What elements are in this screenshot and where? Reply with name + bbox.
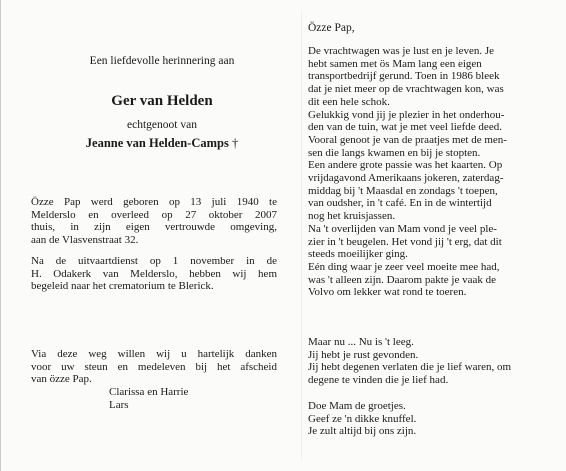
farewell-line: Jij hebt je rust gevonden. — [308, 348, 419, 361]
tribute-line: zier in 't beugelen. Het vond jij 't erg, dat dit — [308, 235, 502, 248]
right-panel — [308, 0, 562, 471]
cross-symbol: † — [231, 136, 239, 150]
farewell-paragraph — [308, 336, 554, 387]
tribute-line: middag bij 't Maasdal en zondags 't toepen, — [308, 184, 498, 197]
tribute-paragraph — [308, 45, 554, 299]
bio-paragraph — [31, 196, 277, 247]
thanks-line: voor uw steun en medeleven bij het afscheid — [31, 360, 277, 373]
tribute-line: van oudsher, in 't café. En in de wintertijd — [308, 197, 492, 210]
thanks-line: van özze Pap. — [31, 373, 92, 386]
tribute-line: Na 't overlijden van Mam vond je veel ple- — [308, 222, 497, 235]
intro-line: Een liefdevolle herinnering aan — [89, 55, 235, 67]
bio-line: Melderslo en overleed op 27 oktober 2007 — [31, 208, 277, 221]
closing-line: Doe Mam de groetjes. — [308, 400, 406, 412]
tribute-line: Een andere grote passie was het kaarten. Op — [308, 159, 503, 172]
funeral-line: Na de uitvaartdienst op 1 november in de — [31, 255, 277, 267]
tribute-line: nog het kruisjassen. — [308, 210, 396, 223]
tribute-line: Eén ding waar je zeer veel moeite mee had, — [308, 260, 500, 273]
bio-line: Özze Pap werd geboren op 13 juli 1940 te — [31, 196, 277, 208]
signatories — [109, 386, 188, 411]
tribute-line: Volvo om lekker wat rond te toeren. — [308, 286, 467, 299]
bio-line: aan de Vlasvenstraat 32. — [31, 234, 139, 247]
salutation: Özze Pap, — [308, 22, 355, 34]
tribute-line: hebt samen met ös Mam lang een eigen — [308, 57, 482, 70]
funeral-line: begeleid naar het crematorium te Blerick. — [31, 280, 214, 293]
closing-line: Je zult altijd bij ons zijn. — [308, 425, 417, 438]
signatory: Lars — [109, 398, 129, 411]
tribute-line: Vooral genoot je van de praatjes met de men- — [308, 133, 507, 146]
tribute-line: was 't alleen zijn. Daarom pakte je vaak de — [308, 273, 496, 286]
farewell-line: Jij hebt degenen verlaten die je lief waren, om — [308, 361, 512, 374]
spouse-name: Jeanne van Helden-Camps — [85, 136, 229, 150]
farewell-line: degene te vinden die je lief had. — [308, 374, 449, 387]
tribute-line: De vrachtwagen was je lust en je leven. Je — [308, 45, 495, 57]
closing-paragraph — [308, 400, 554, 438]
tribute-line: dat je niet meer op de vrachtwagen kon, was — [308, 83, 504, 96]
spouse-prefix: echtgenoot van — [127, 119, 197, 131]
tribute-line: vrijdagavond Amerikaans jokeren, zaterdag- — [308, 172, 504, 185]
tribute-line: dit een hele schok. — [308, 95, 390, 108]
closing-line: Geef ze 'n dikke knuffel. — [308, 412, 417, 425]
fold-divider — [301, 10, 302, 461]
funeral-line: H. Odakerk van Melderslo, hebben wij hem — [31, 267, 277, 280]
tribute-line: Gelukkig vond jij je plezier in het onderhou- — [308, 108, 505, 121]
bio-line: thuis, in zijn eigen vertrouwde omgeving, — [31, 221, 277, 234]
tribute-line: den van de tuin, wat je met veel liefde deed. — [308, 121, 502, 134]
funeral-paragraph — [31, 255, 277, 293]
tribute-line: steeds moeilijker ging. — [308, 248, 408, 261]
spouse-line — [31, 136, 293, 151]
left-panel — [31, 0, 293, 471]
farewell-line: Maar nu ... Nu is 't leeg. — [308, 336, 414, 348]
tribute-line: sen die langs kwamen en bij je stopten. — [308, 146, 481, 159]
thanks-line: Via deze weg willen wij u hartelijk danken — [31, 348, 277, 360]
signatory: Clarissa en Harrie — [109, 386, 189, 398]
deceased-name: Ger van Helden — [111, 93, 213, 109]
thanks-paragraph — [31, 348, 277, 386]
tribute-line: transportbedrijf gerund. Toen in 1986 bleek — [308, 70, 500, 83]
